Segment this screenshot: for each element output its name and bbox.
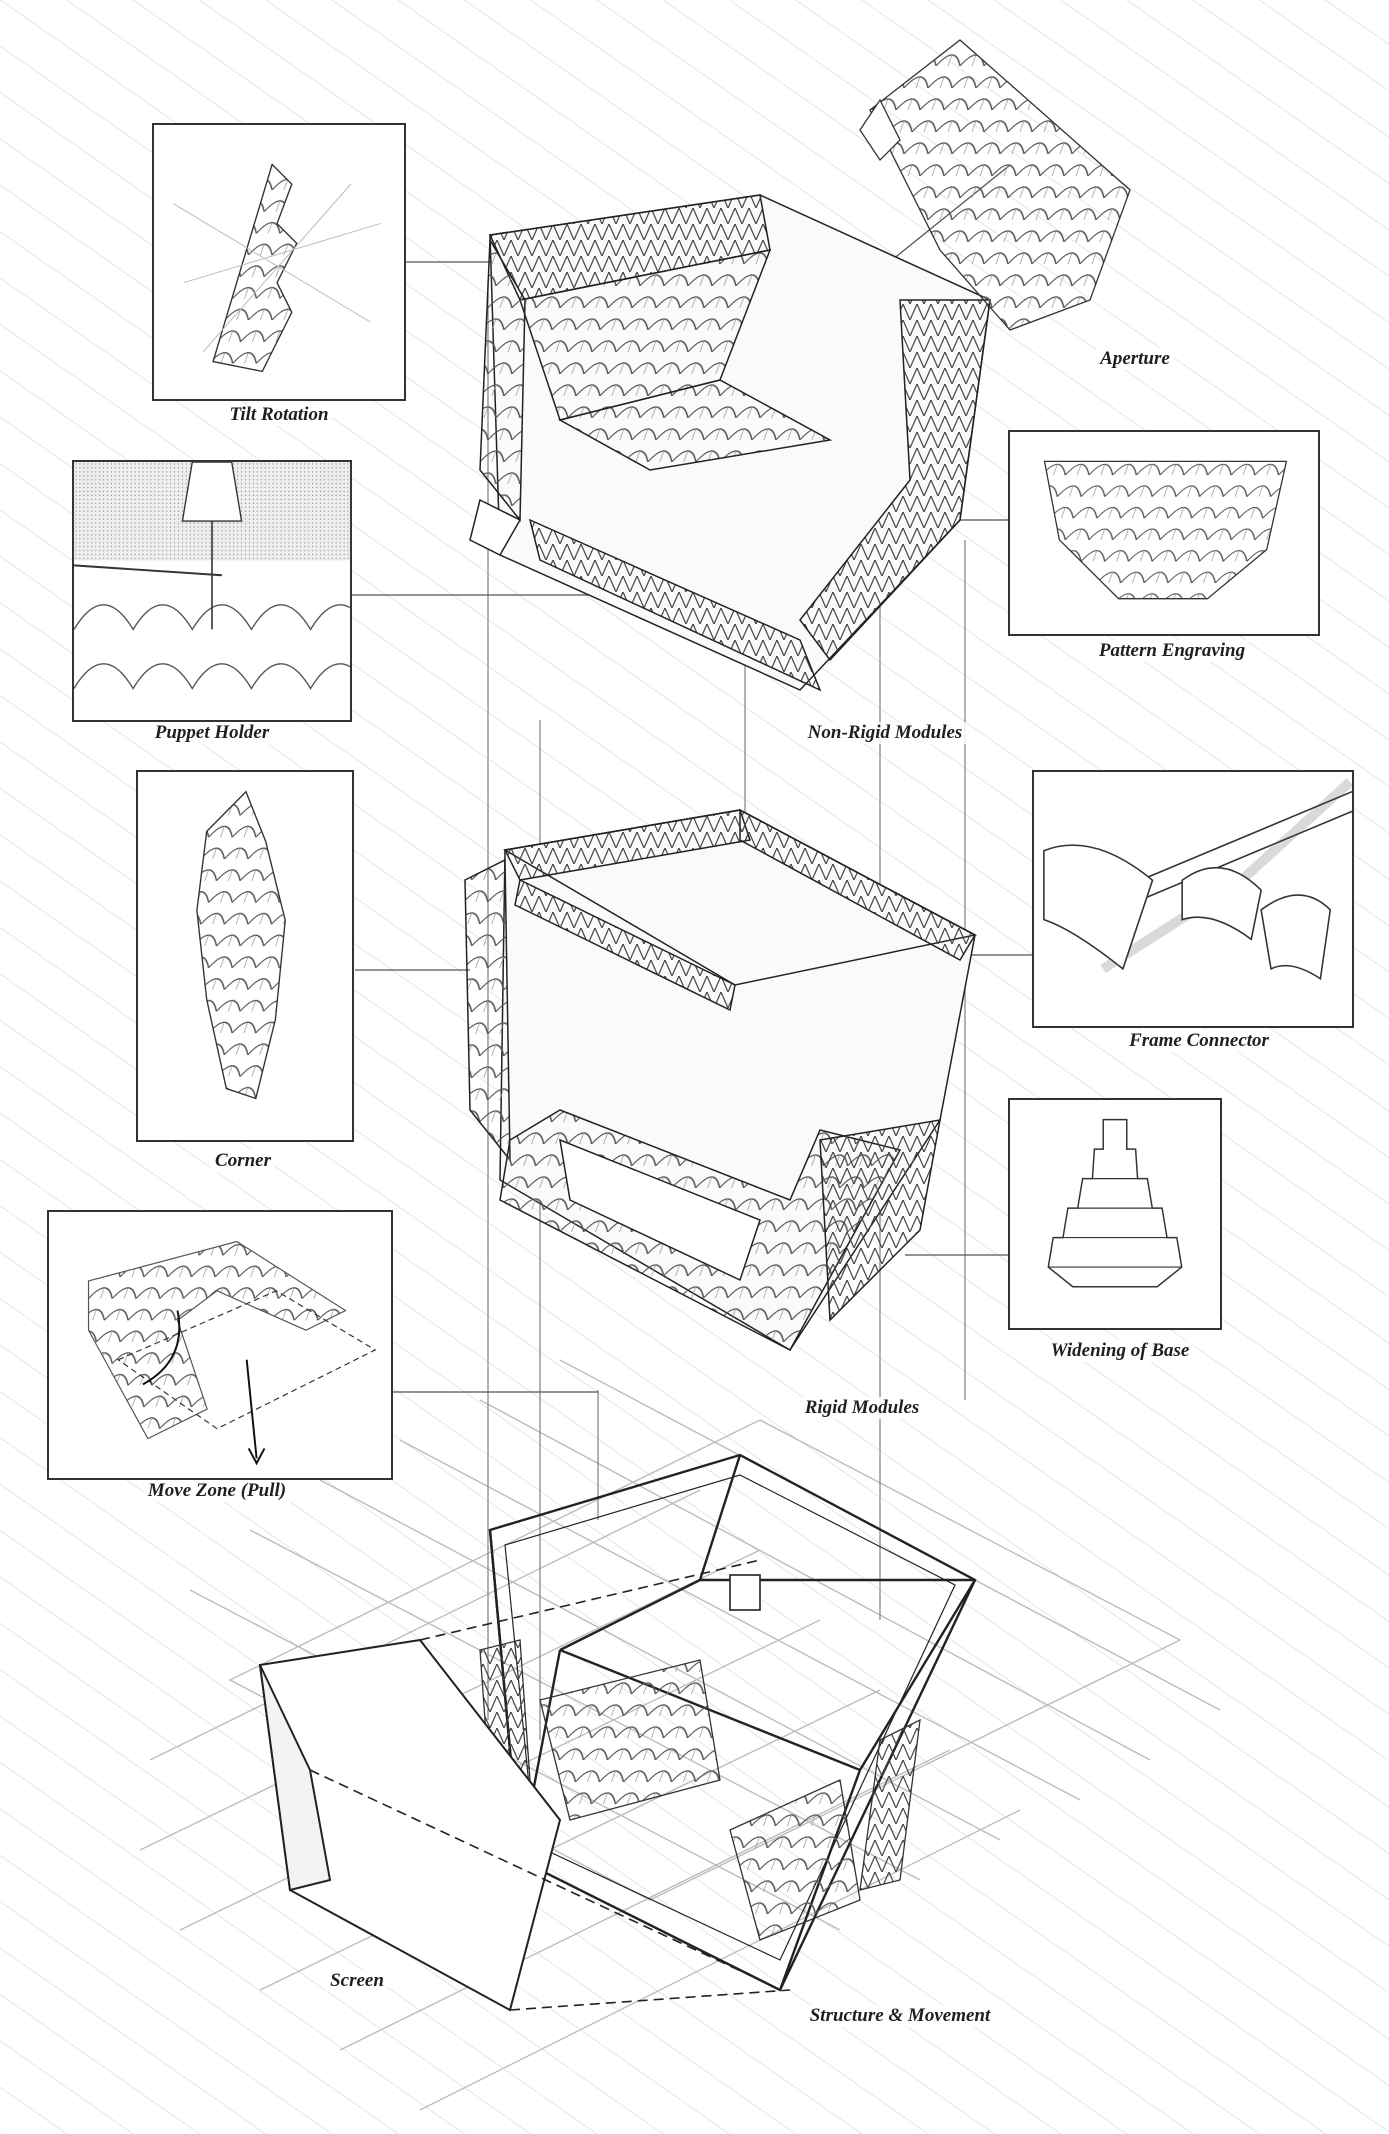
detail-box-puppet-holder [72,460,352,722]
detail-box-pattern-engraving [1008,430,1320,636]
detail-box-widening-of-base [1008,1098,1222,1330]
label-screen: Screen [326,1970,388,1992]
label-rigid-modules: Rigid Modules [801,1397,924,1419]
detail-box-move-zone [47,1210,393,1480]
label-move-zone-pull: Move Zone (Pull) [144,1480,290,1502]
label-frame-connector: Frame Connector [1125,1030,1273,1052]
label-tilt-rotation: Tilt Rotation [225,404,332,426]
label-aperture: Aperture [1096,348,1174,370]
label-non-rigid-modules: Non-Rigid Modules [804,722,967,744]
label-puppet-holder: Puppet Holder [151,722,274,744]
label-structure-movement: Structure & Movement [806,2005,995,2027]
detail-box-tilt-rotation [152,123,406,401]
label-pattern-engraving: Pattern Engraving [1095,640,1249,662]
label-corner: Corner [211,1150,275,1172]
detail-box-corner [136,770,354,1142]
detail-box-frame-connector [1032,770,1354,1028]
label-widening-of-base: Widening of Base [1047,1340,1194,1362]
